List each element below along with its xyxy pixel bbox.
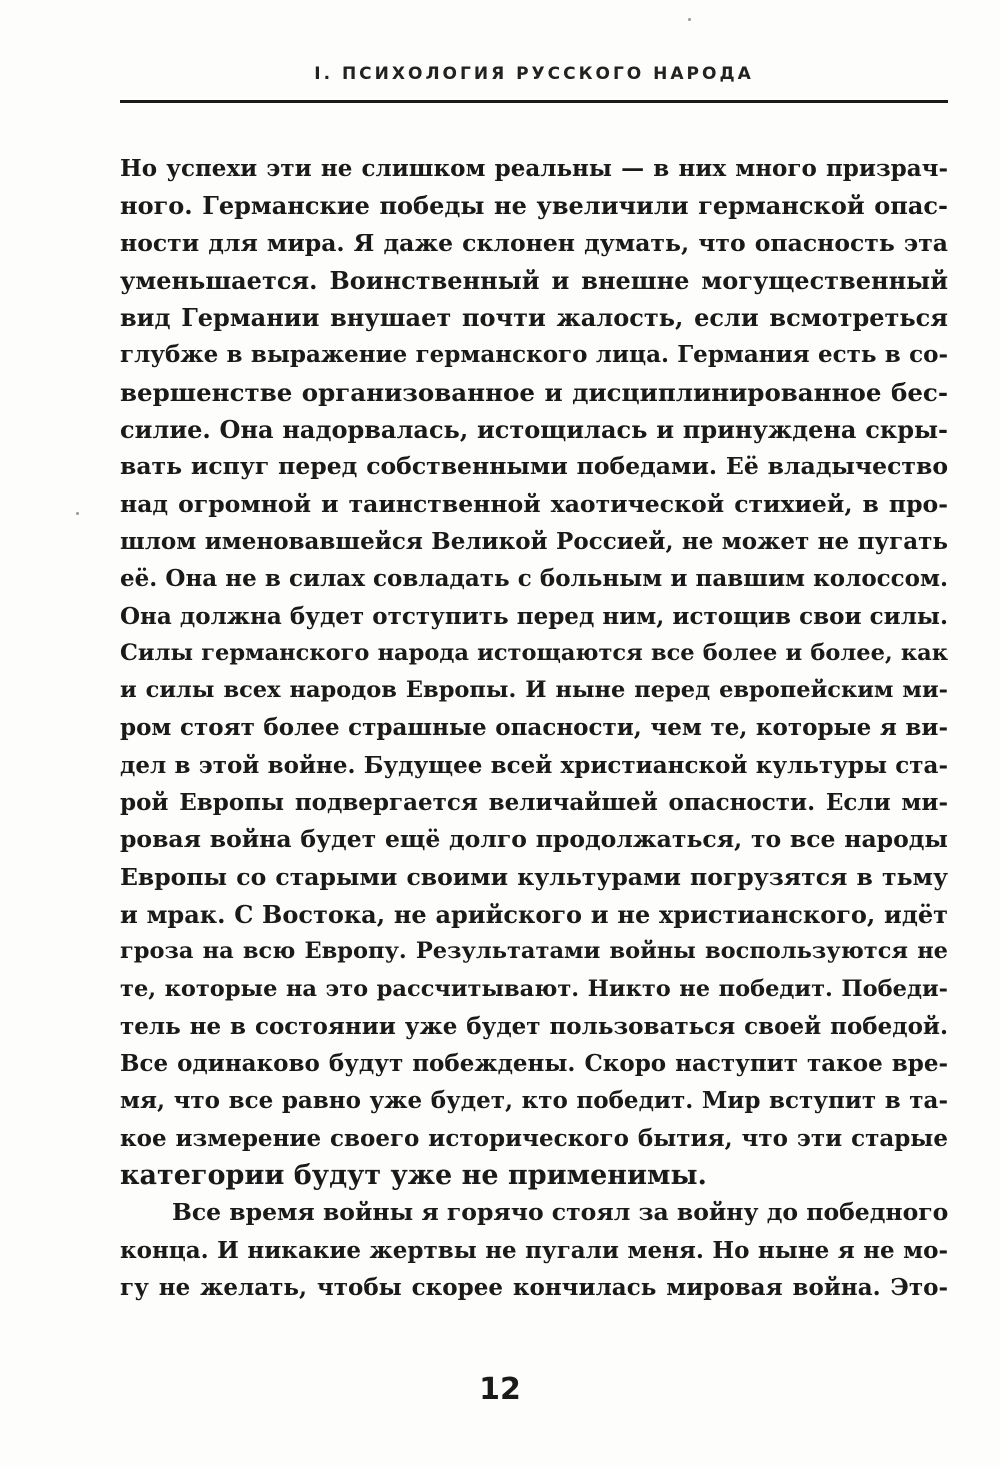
text-line: её. Она не в силах совладать с больным и павшим колоссом. — [120, 565, 948, 593]
text-line: кое измерение своего исторического бытия, что эти старые — [120, 1124, 948, 1152]
text-line: гу не желать, чтобы скорее кончилась мировая война. Это- — [120, 1273, 948, 1301]
paper-speck — [688, 18, 691, 21]
page-number: 12 — [479, 1372, 521, 1407]
text-line: над огромной и таинственной хаотической стихией, в про- — [120, 489, 948, 518]
text-line: и силы всех народов Европы. И ныне перед европейским ми- — [120, 677, 948, 704]
running-head: I. ПСИХОЛОГИЯ РУССКОГО НАРОДА — [314, 64, 754, 84]
text-line: глубже в выражение германского лица. Германия есть в со- — [120, 341, 948, 369]
text-line: те, которые на это рассчитывают. Никто не победит. Победи- — [120, 975, 948, 1002]
body-text — [120, 150, 948, 1306]
text-line: вершенстве организованное и дисциплинированное бес- — [120, 377, 948, 407]
paragraph-2 — [120, 1194, 948, 1306]
text-line: рой Европы подвергается величайшей опасности. Если ми- — [120, 789, 948, 817]
text-line: Европы со старыми своими культурами погрузятся в тьму — [120, 862, 948, 891]
paper-speck — [76, 512, 79, 515]
text-line: ровая война будет ещё долго продолжаться, то все народы — [120, 825, 948, 854]
text-line: Все время войны я горячо стоял за войну до победного — [172, 1198, 949, 1227]
header-rule — [120, 100, 948, 103]
text-line: Но успехи эти не слишком реальны — в них много призрач- — [120, 155, 948, 182]
text-line: тель не в состоянии уже будет пользоваться своей победой. — [120, 1012, 948, 1040]
text-line: вид Германии внушает почти жалость, если всмотреться — [120, 303, 948, 333]
text-line: ности для мира. Я даже склонен думать, что опасность эта — [120, 228, 948, 257]
text-line: ного. Германские победы не увеличили германской опас- — [120, 191, 948, 221]
paragraph-1 — [120, 150, 948, 1194]
text-line: мя, что все равно уже будет, кто победит. Мир вступит в та- — [120, 1087, 948, 1115]
text-line: Она должна будет отступить перед ним, истощив свои силы. — [120, 602, 948, 630]
text-line: вать испуг перед собственными победами. Её владычество — [120, 452, 948, 481]
text-line: гроза на всю Европу. Результатами войны воспользуются не — [120, 938, 948, 965]
text-line: ром стоят более страшные опасности, чем те, которые я ви- — [120, 714, 948, 742]
text-line: категории будут уже не применимы. — [120, 1160, 707, 1192]
text-line: Все одинаково будут побеждены. Скоро наступит такое вре- — [120, 1050, 948, 1078]
text-line: и мрак. С Востока, не арийского и не христианского, идёт — [120, 899, 948, 929]
text-line: конца. И никакие жертвы не пугали меня. Но ныне я не мо- — [120, 1236, 948, 1264]
text-line: дел в этой войне. Будущее всей христианской культуры ста- — [120, 751, 948, 779]
text-line: шлом именовавшейся Великой Россией, не может не пугать — [120, 527, 948, 555]
text-line: силие. Она надорвалась, истощилась и принуждена скры- — [120, 415, 948, 445]
text-line: Силы германского народа истощаются все более и более, как — [120, 639, 948, 666]
text-line: уменьшается. Воинственный и внешне могущественный — [120, 265, 948, 295]
